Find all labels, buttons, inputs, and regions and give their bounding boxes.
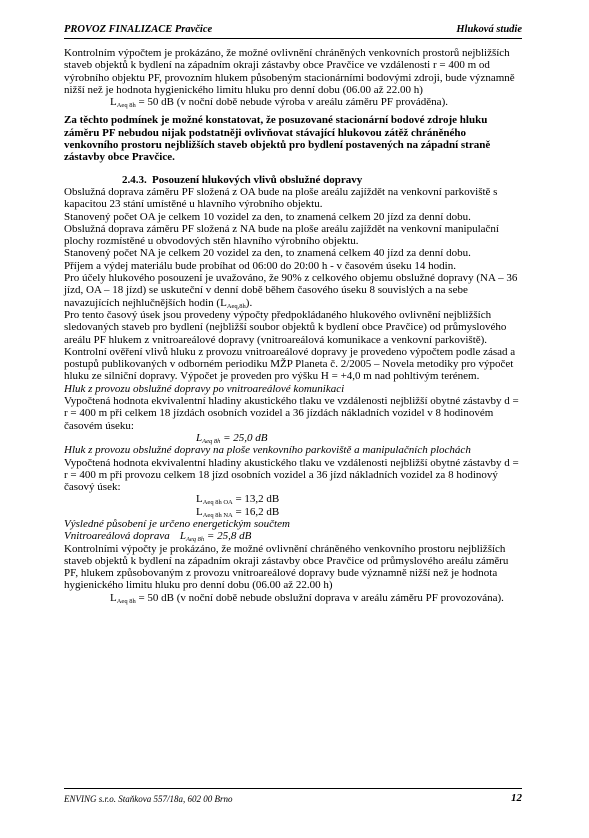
laeq-subscript: Aeq 8h NA <box>202 511 233 519</box>
section-number: 2.4.3. <box>122 173 147 186</box>
laeq-value: = 25,8 dB <box>204 530 252 543</box>
laeq-value: = 25,0 dB <box>220 431 268 444</box>
laeq-symbol: L <box>179 530 186 543</box>
laeq-subscript: Aeq 8h <box>202 437 221 445</box>
traffic-share-text: Pro účely hlukového posouzení je uvažováno, že 90% z celkového objemu obslužné dopravy (NA – 36 jízd, OA – 18 jízd) se uskuteční v denní době během časového úseku 8 souvislých a na sebe navazujících nejhlučnějších hodin ( <box>64 272 518 309</box>
paragraph-calculations: Pro tento časový úsek jsou provedeny výpočty předpokládaného hlukového ovlivnění nejbližších sledovaných staveb pro bydlení (nejbližší soubor objektů k bydlení obce Pravčice) od průmyslového areálu PF hlukem z vnitroareálové dopravy (vnitroareálová komunikace a venkovní parkoviště). <box>64 308 507 346</box>
paragraph-methodology: Kontrolní ověření vlivů hluku z provozu vnitroareálové dopravy je provedeno výpočtem podle zásad a postupů publikovaných v odborném periodiku MŽP Planeta č. 2/2005 – Novela metodiky pro výpočet hluku ze silniční dopravy. Výpočet je proveden pro výšku H = +4,0 m nad pohltivým terénem. <box>64 345 516 383</box>
laeq-symbol: L <box>110 96 117 109</box>
laeq-traffic-result <box>64 592 522 604</box>
document-body <box>64 47 522 604</box>
paragraph-parking-calc: Vypočtená hodnota ekvivalentní hladiny akustického tlaku ve vzdálenosti nejbližší obytné zástavby d = r = 400 m při provozu celkem 18 jízd osobních vozidel a 36 jízd nákladních vozidel za 8 hodinový časový úsek: <box>64 456 519 494</box>
paragraph-material-hours: Příjem a výdej materiálu bude probíhat od 06:00 do 20:00 h - v časovém úseku 14 hodin. <box>64 259 456 272</box>
laeq-subscript: Aeq 8h <box>116 597 136 605</box>
section-title: Posouzení hlukových vlivů obslužné dopravy <box>152 173 363 186</box>
bold-conclusion: Za těchto podmínek je možné konstatovat, že posuzované stacionární bodové zdroje hluku záměru PF nebudou nijak podstatněji ovlivňovat stávající hlukovou zátěž chráněného venkovního prostoru nejbližších staveb objektů pro bydlení postavených na západní straně zástavby obce Pravčice. <box>64 114 491 164</box>
paragraph-oa-parking: Obslužná doprava záměru PF složená z OA bude na ploše areálu zajíždět na venkovní parkoviště s kapacitou 23 stání umístěné u hlavního výrobního objektu. <box>64 185 498 211</box>
laeq-value: = 13,2 dB <box>232 493 280 506</box>
laeq-subscript: Aeq 8h <box>185 536 205 544</box>
subheading-parking: Hluk z provozu obslužné dopravy na ploše venkovního parkoviště a manipulačních plochách <box>64 444 471 457</box>
page-footer <box>64 792 522 806</box>
paragraph-oa-count: Stanovený počet OA je celkem 10 vozidel za den, to znamená celkem 20 jízd za denní dobu. <box>64 210 471 223</box>
subheading-internal-road: Hluk z provozu obslužné dopravy po vnitroareálové komunikaci <box>64 382 345 395</box>
header-rule <box>64 38 522 39</box>
result-label: Vnitroareálová doprava <box>64 530 170 543</box>
paragraph-final-check: Kontrolními výpočty je prokázáno, že možné ovlivnění chráněného venkovního prostoru nejbližších staveb objektů k bydlení na západním okraji zástavby obce Pravčice od průmyslového areálu záměru PF, hlukem způsobovaným z provozu vnitroareálové dopravy bude významně nižší než je hodnota hygienického limitu hluku pro denní dobu (06.00 až 22.00 h) <box>64 542 509 592</box>
paragraph-stationary-sources-check: Kontrolním výpočtem je prokázáno, že možné ovlivnění chráněných venkovních prostorů nejbližších staveb objektů k bydlení na západním okraji zástavby obce Pravčice ve vzdálenosti r = 400 m od výrobního objektu PF, provozním hlukem působeným stacionárními bodovými zdroji, bude významně nižší než je hodnota hygienického limitu hluku pro denní dobu (06.00 až 22.00 h) <box>64 47 515 96</box>
result-total-internal <box>64 530 522 542</box>
laeq-symbol: L <box>220 296 227 309</box>
paragraph-na-areas: Obslužná doprava záměru PF složená z NA bude na ploše areálu zajíždět na venkovní manipulační plochy rozmístěné u obvodových stěn hlavního výrobního objektu. <box>64 222 499 248</box>
laeq-subscript: Aeq,8h <box>226 302 246 310</box>
footer-company-address: ENVING s.r.o. Staňkova 557/18a, 602 00 Brno <box>64 794 233 804</box>
paragraph-internal-road-calc: Vypočtená hodnota ekvivalentní hladiny akustického tlaku ve vzdálenosti nejbližší obytné zástavby d = r = 400 m při celkem 18 jízdách osobních vozidel a 36 jízdách nákladních vozidel v 8 hodinovém časovém úseku: <box>64 395 519 432</box>
header-document-type: Hluková studie <box>456 24 522 35</box>
laeq-subscript: Aeq 8h <box>116 102 136 110</box>
laeq-symbol: L <box>196 431 203 444</box>
header-project-title: PROVOZ FINALIZACE Pravčice <box>64 24 213 35</box>
paragraph-na-count: Stanovený počet NA je celkem 20 vozidel za den, to znamená celkem 40 jízd za denní dobu. <box>64 247 471 260</box>
paragraph-traffic-share <box>64 272 522 309</box>
laeq-value: = 50 dB (v noční době nebude obslužní doprava v areálu záměru PF provozována). <box>135 591 504 604</box>
laeq-stationary-result <box>64 96 522 108</box>
laeq-value: = 50 dB (v noční době nebude výroba v areálu záměru PF prováděna). <box>135 96 448 109</box>
traffic-share-end: ). <box>245 296 253 309</box>
result-internal-road <box>64 432 522 444</box>
page-number: 12 <box>511 792 522 804</box>
section-heading <box>64 174 522 186</box>
laeq-subscript: Aeq 8h OA <box>202 499 233 507</box>
page-header <box>64 24 522 38</box>
footer-rule <box>64 788 522 789</box>
result-parking-na <box>64 506 522 518</box>
laeq-symbol: L <box>196 505 203 518</box>
result-parking-oa <box>64 493 522 505</box>
laeq-symbol: L <box>110 591 117 604</box>
laeq-symbol: L <box>196 493 203 506</box>
laeq-value: = 16,2 dB <box>232 505 280 518</box>
subheading-energy-sum: Výsledné působení je určeno energetickým součtem <box>64 517 290 530</box>
